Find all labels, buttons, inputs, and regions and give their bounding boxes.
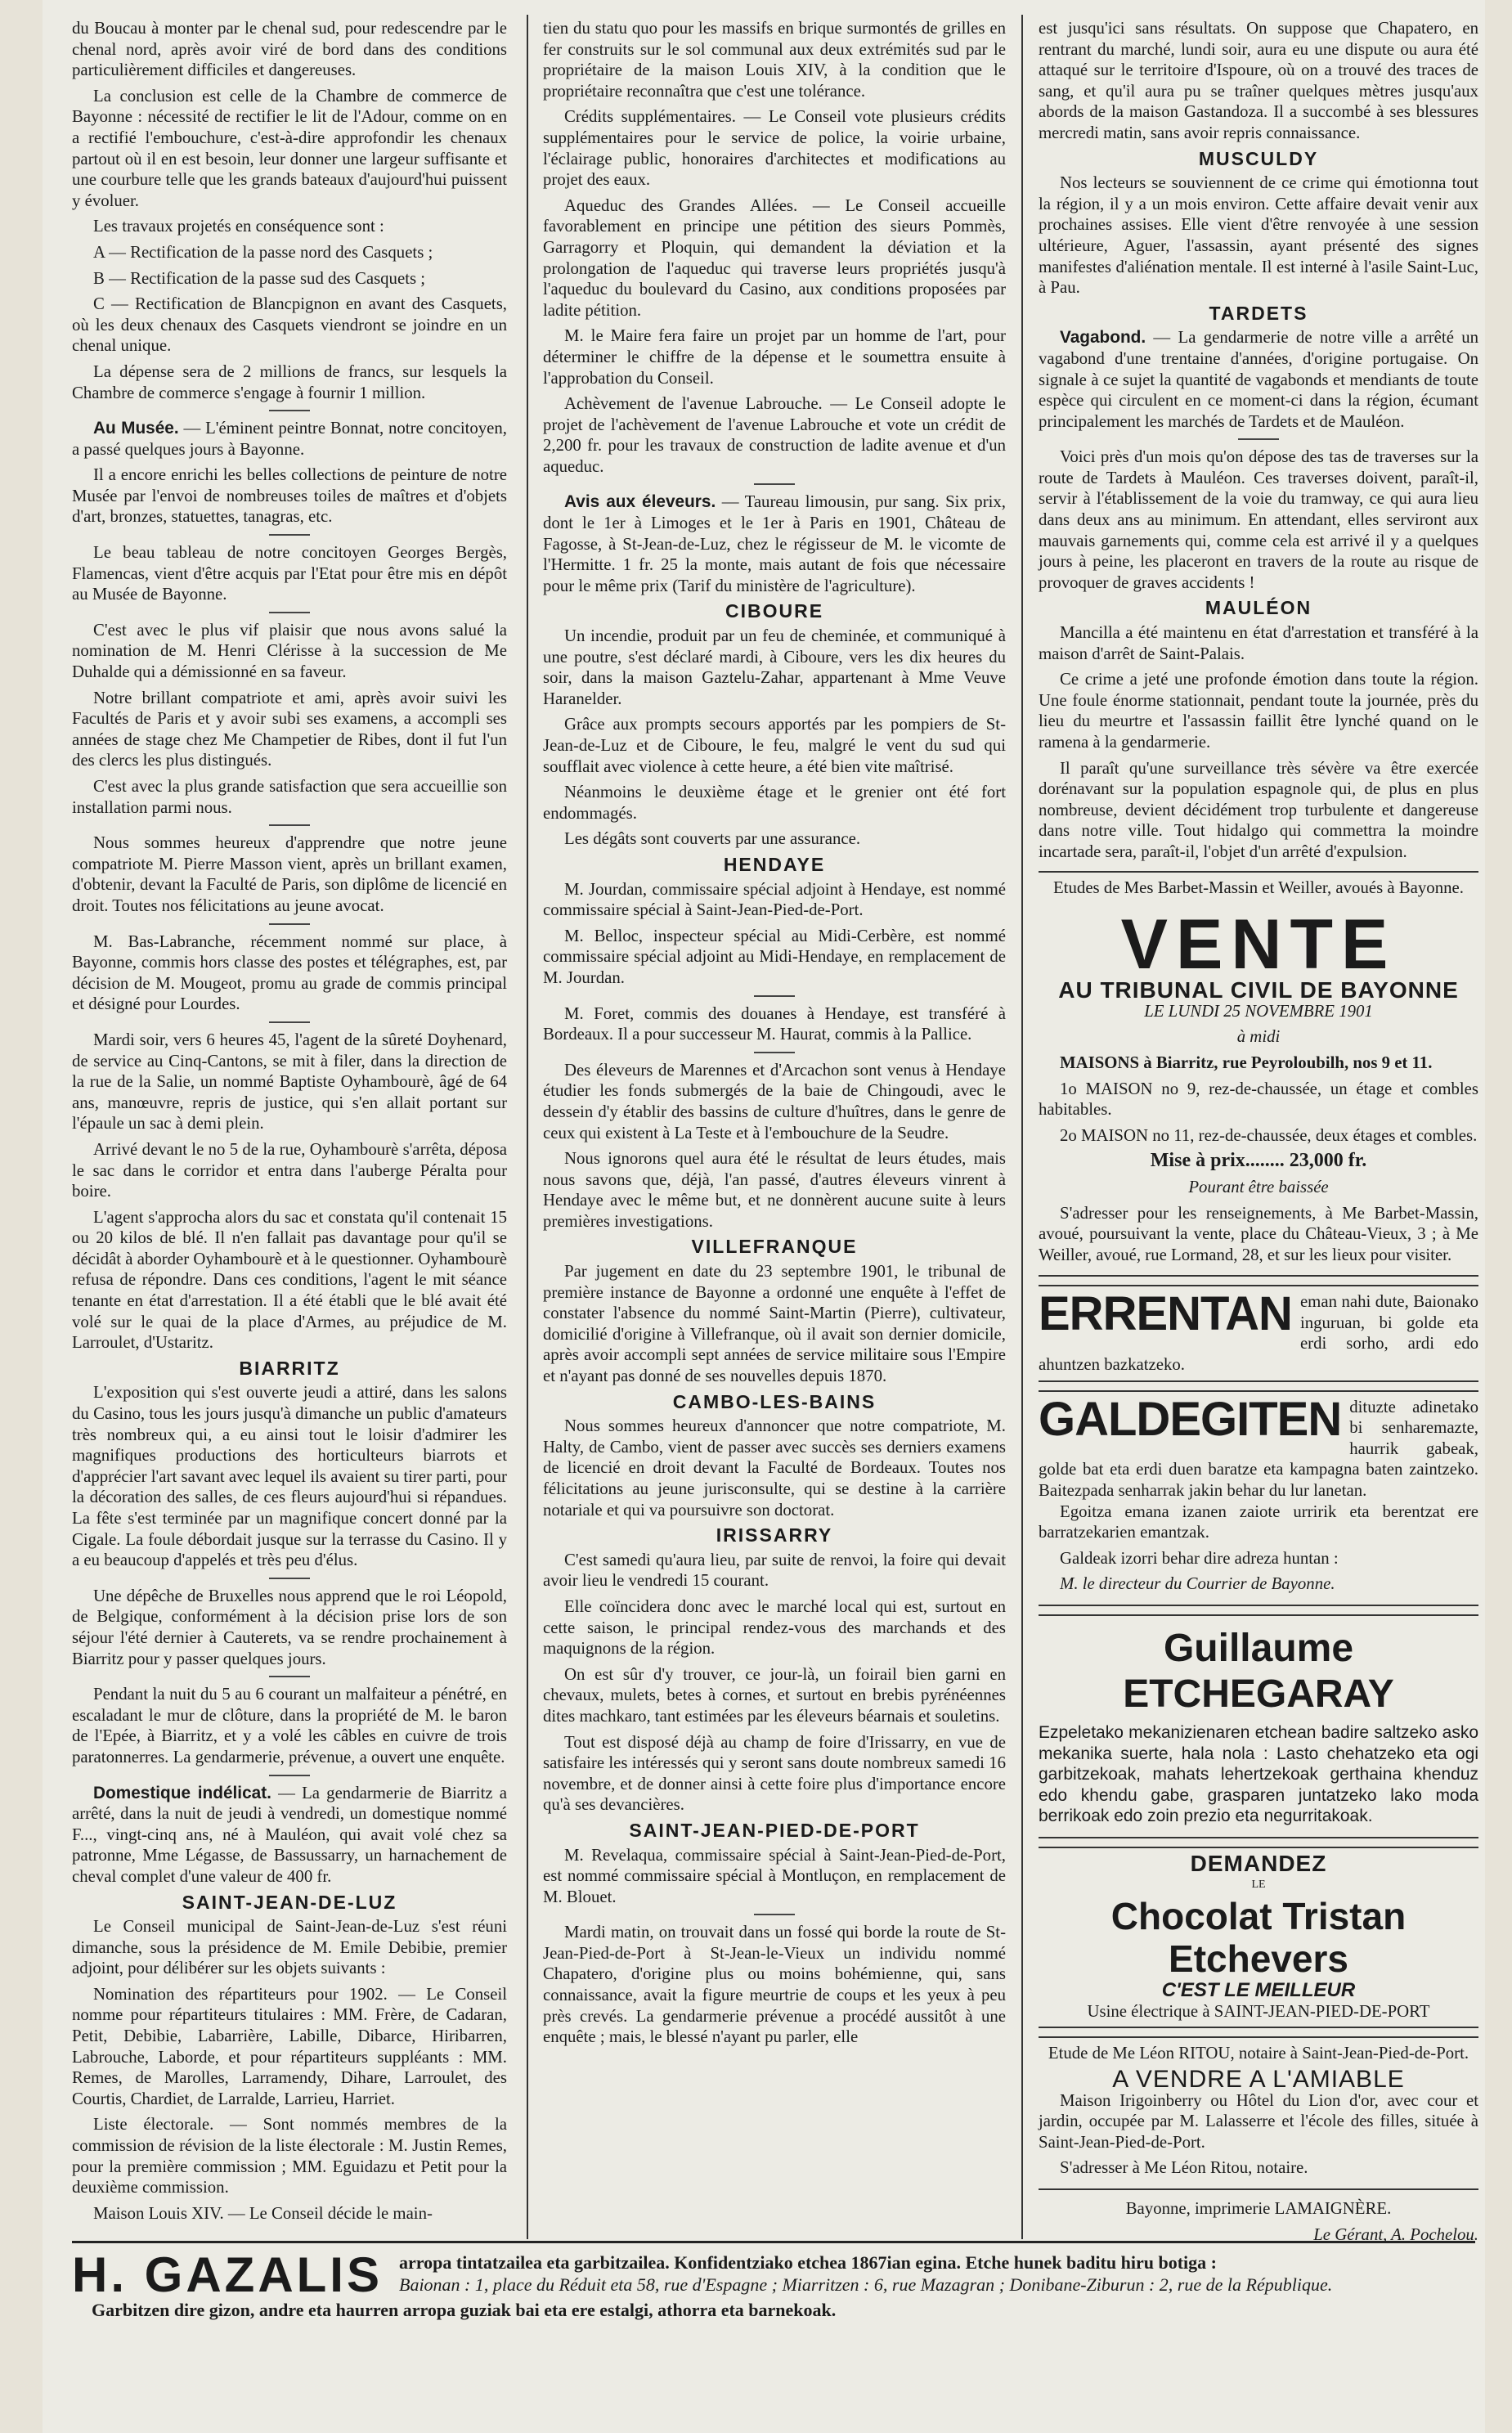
paragraph-text: — L'éminent peintre Bonnat, notre concitoyen, a passé quelques jours à Bayonne. — [72, 419, 507, 459]
paragraph: Nous ignorons quel aura été le résultat de leurs études, mais nous savons que, déjà, l'an passé, d'autres éleveurs vinrent à Hendaye avec le même but, et ne donnèrent aucune suite à leurs premières investigations. — [543, 1149, 1006, 1231]
paragraph: Arrivé devant le no 5 de la rue, Oyhambourè s'arrêta, déposa le sac dans le corridor et entra dans l'auberge Péralta pour boire. — [72, 1139, 507, 1201]
paragraph: Nos lecteurs se souviennent de ce crime qui émotionna tout la région, il y a un mois environ. Cette affaire devait venir aux prochaines assises. Elle vient d'être renvoyée à une session ultérieure, Aguer, l'assassin, ayant présenté des signes manifestes d'aliénation mentale. Il est interné à l'asile Saint-Luc, à Pau. — [1039, 173, 1478, 298]
paragraph: Des éleveurs de Marennes et d'Arcachon sont venus à Hendaye étudier les fonds submergés de la baie de Chingoudi, avec le dessein d'y établir des bassins de culture d'huîtres, dans le genre de ceux qui existent à La Teste et à l'embouchure de la Seudre. — [543, 1060, 1006, 1142]
separator — [754, 995, 795, 997]
paragraph: Achèvement de l'avenue Labrouche. — Le Conseil adopte le projet de l'achèvement de l'avenue Labrouche et vote un crédit de 2,200 fr. pour les travaux de construction de ladite avenue et d'un aqueduc. — [543, 394, 1006, 476]
paragraph-text: — La gendarmerie de Biarritz a arrêté, dans la nuit de jeudi à vendredi, un domestique nommé F..., vingt-cinq ans, né à Mauléon, qui avait volé chez sa patronne, Mme Légasse, de Bassussarry, un harnachement de cheval complet d'une valeur de 400 fr. — [72, 1783, 507, 1886]
lead-in: Avis aux éleveurs. — [564, 492, 716, 512]
separator — [1238, 438, 1279, 440]
lead-in: Au Musée. — [93, 419, 179, 438]
paragraph: tien du statu quo pour les massifs en brique surmontés de grilles en fer construits sur le sol communal aux deux extrémités sud par le propriétaire de la maison Louis XIV, à la condition que le propriétaire reconnaîtra que c'est une tolérance. — [543, 19, 1006, 101]
paragraph: Mardi matin, on trouvait dans un fossé qui borde la route de St-Jean-Pied-de-Port à St-Jean-le-Vieux un individu nommé Chapatero, d'origine plus ou moins bohémienne, qui, sans connaissance, avait la figure meurtrie de coups et les yeux à peu près crevés. La gendarmerie prévenue a procédé aussitôt à une enquête ; mais, le blessé n'ayant pu parler, elle — [543, 1923, 1006, 2047]
paragraph: C — Rectification de Blancpignon en avant des Casquets, où les deux chenaux des Casquets viendront se joindre en un chenal unique. — [72, 294, 507, 356]
paragraph: M. Belloc, inspecteur spécial au Midi-Cerbère, est nommé commissaire spécial adjoint au Midi-Hendaye, en remplacement de M. Jourdan. — [543, 926, 1006, 987]
paragraph: C'est avec la plus grande satisfaction que sera accueillie son installation parmi nous. — [72, 777, 507, 817]
ad-maisons: MAISONS à Biarritz, rue Peyroloubilh, nos 9 et 11. — [1060, 1053, 1433, 1072]
paragraph: Il a encore enrichi les belles collections de peinture de notre Musée par l'envoi de nombreuses toiles de maîtres et d'objets d'art, bronzes, statuettes, tanagras, etc. — [72, 465, 507, 527]
paragraph: Le beau tableau de notre concitoyen Georges Bergès, Flamencas, vient d'être acquis par l'Etat pour être mis en dépôt au Musée de Bayonne. — [72, 543, 507, 604]
paragraph: Nous sommes heureux d'apprendre que notre jeune compatriote M. Pierre Masson vient, après un brillant examen, d'obtenir, devant la Faculté de Paris, son diplôme de licencié en droit. Toutes nos félicitations au jeune avocat. — [72, 833, 507, 915]
ad-demandez: DEMANDEZ — [1190, 1850, 1327, 1876]
paragraph: Les dégâts sont couverts par une assurance. — [564, 829, 861, 849]
paragraph: Mancilla a été maintenu en état d'arrestation et transféré à la maison d'arrêt de Saint-Palais. — [1039, 623, 1478, 663]
gazalis-line-1: arropa tintatzailea eta garbitzailea. Konfidentziako etchea 1867ian egina. Etche hunek baditu hiru botiga : — [399, 2252, 1217, 2273]
separator — [269, 824, 310, 826]
paragraph: M. Foret, commis des douanes à Hendaye, est transféré à Bordeaux. Il a pour successeur M. Haurat, commis à la Pallice. — [543, 1003, 1006, 1044]
ad-tribunal: AU TRIBUNAL CIVIL DE BAYONNE — [1058, 977, 1459, 1003]
ad-time — [1039, 1026, 1478, 1048]
separator — [754, 1052, 795, 1053]
gerant-text: Le Gérant, A. Pochelou. — [1313, 2224, 1478, 2244]
paragraph: est jusqu'ici sans résultats. On suppose que Chapatero, en rentrant du marché, lundi soir, aura eu une dispute ou aura été attaqué sur le territoire d'Ispoure, où on a trouvé des traces de sang, et qu'il aura pu se traîner quelques mètres jusqu'aux abords de la maison Gastandoza. Il a succombé à ses blessures mercredi matin, sans avoir repris connaissance. — [1039, 19, 1478, 142]
paragraph: Grâce aux prompts secours apportés par les pompiers de St-Jean-de-Luz et de Ciboure, le feu, malgré le vent du sud qui soufflait avec violence à cette heure, a été bien vite maîtrisé. — [543, 715, 1006, 776]
column-3 — [1039, 18, 1478, 2250]
paragraph: M. Jourdan, commissaire spécial adjoint à Hendaye, est nommé commissaire spécial à Saint-Jean-Pied-de-Port. — [543, 879, 1006, 920]
ad-contact: S'adresser à Me Léon Ritou, notaire. — [1060, 2158, 1308, 2178]
paragraph: B — Rectification de la passe sud des Casquets ; — [93, 268, 426, 288]
ad-date-text: LE LUNDI 25 NOVEMBRE 1901 — [1144, 1001, 1373, 1021]
column-1 — [72, 18, 507, 2229]
paragraph: M. Bas-Labranche, récemment nommé sur place, à Bayonne, commis hors classe des postes et télégraphes, est, par décision de M. Mougeot, promu au grade de commis principal et désigné pour Lourdes. — [72, 931, 507, 1014]
paragraph: C'est samedi qu'aura lieu, par suite de renvoi, la foire qui devait avoir lieu le vendredi 15 courant. — [543, 1550, 1006, 1591]
paragraph: Galdeak izorri behar dire adreza huntan : — [1060, 1548, 1339, 1568]
legal-ad-amiable — [1039, 2036, 1478, 2190]
column-2 — [543, 18, 1006, 2053]
lead-in: Vagabond. — [1060, 328, 1146, 348]
section-heading: IRISSARRY — [716, 1524, 833, 1546]
newspaper-page — [43, 0, 1485, 2433]
paragraph: Pendant la nuit du 5 au 6 courant un malfaiteur a pénétré, en escaladant le mur de clôture, dans la propriété de M. le baron de l'Epée, à Biarritz, et y a volé les câbles en cuivre de trois paratonnerres. La gendarmerie, prévenue, a ouvert une enquête. — [72, 1685, 507, 1766]
section-heading: BIARRITZ — [239, 1357, 340, 1379]
column-rule — [527, 15, 528, 2239]
paragraph: Aqueduc des Grandes Allées. — Le Conseil accueille favorablement en principe une pétition des sieurs Pommès, Garragorry et Ploquin, qui demandent la déviation et la prolongation de l'aqueduc qui traverse leurs propriétés jusqu'à l'aqueduc du boulevard du Casino, aux conditions proposées par ladite pétition. — [543, 195, 1006, 320]
footer-ad-gazalis — [72, 2241, 1475, 2321]
paragraph: Un incendie, produit par un feu de cheminée, et communiqué à une poutre, s'est déclaré mardi, à Ciboure, vers les dix heures du soir, dans la maison Gaztelu-Zahar, appartenant à Mme Veuve Haranelder. — [543, 626, 1006, 708]
ad-galdegiten-text: dituzte adinetako bi senharemazte, haurrik gabeak, golde bat eta erdi duen baratze eta kampagna baten zaintzeko. Baitezpada senharrak jakin behar du lur lanetan. — [1039, 1397, 1478, 1501]
paragraph: La conclusion est celle de la Chambre de commerce de Bayonne : nécessité de rectifier le lit de l'Adour, comme on en a rectifié l'embouchure, c'est-à-dire approfondir les chenaux partout où il en est besoin, leur donner une largeur suffisante et une courbure telle que les grands bateaux d'aujourd'hui puissent y évoluer. — [72, 86, 507, 210]
paragraph: Mardi soir, vers 6 heures 45, l'agent de la sûreté Doyhenard, de service au Cinq-Cantons, se mit à filer, dans la direction de la rue de la Salie, un nommé Baptiste Oyhambourè, âgé de 64 ans, manœuvre, repris de justice, qui s'en allait portant sur l'épaule un sac à demi plein. — [72, 1030, 507, 1133]
paragraph: La dépense sera de 2 millions de francs, sur lesquels la Chambre de commerce s'engage à fournir 1 million. — [72, 361, 507, 402]
paragraph: Liste électorale. — Sont nommés membres de la commission de révision de la liste électorale : M. Justin Remes, pour la première commission ; MM. Eguidazu et Petit pour la deuxième commission. — [72, 2115, 507, 2197]
ad-chocolat-title: Chocolat Tristan Etchevers — [1110, 1895, 1407, 1981]
ad-time-text: à midi — [1236, 1027, 1281, 1047]
paragraph: Nomination des répartiteurs pour 1902. — Le Conseil nomme pour répartiteurs titulaires : MM. Frère, de Cadaran, Petit, Debibie, Labarrière, Labille, Dibarce, Hiribarren, Labrouche, Laborde, et pour répartiteurs suppléants : MM. Remes, de Marolles, Larramendy, Dihare, Larroulet, des Courtis, Chardiet, de Larralde, Larrieu, Harriet. — [72, 1984, 507, 2108]
paragraph: Les travaux projetés en conséquence sont : — [93, 217, 384, 236]
paragraph: Elle coïncidera donc avec le marché local qui est, surtout en cette saison, le principal rendez-vous des marchands et des maquignons de la région. — [543, 1596, 1006, 1659]
paragraph: Le Conseil municipal de Saint-Jean-de-Luz s'est réuni dimanche, sous la présidence de M. Emile Debibie, premier adjoint, pour délibérer sur les objets suivants : — [72, 1917, 507, 1978]
separator — [754, 483, 795, 485]
paragraph: Crédits supplémentaires. — Le Conseil vote plusieurs crédits supplémentaires pour le service de police, la voirie urbaine, l'éclairage public, honoraires d'architectes et modifications au projet des eaux. — [543, 107, 1006, 190]
paragraph — [72, 1783, 507, 1888]
section-heading: MAULÉON — [1205, 597, 1312, 619]
section-heading: MUSCULDY — [1198, 147, 1319, 169]
ad-maison-2: 2o MAISON no 11, rez-de-chaussée, deux étages et combles. — [1060, 1125, 1478, 1145]
section-heading: VILLEFRANQUE — [691, 1236, 858, 1258]
ad-etudes: Etudes de Mes Barbet-Massin et Weiller, avoués à Bayonne. — [1053, 878, 1464, 897]
separator — [269, 923, 310, 925]
ad-ritou: Etude de Me Léon RITOU, notaire à Saint-Jean-Pied-de-Port. — [1048, 2044, 1469, 2063]
paragraph: On est sûr d'y trouver, ce jour-là, un foirail bien garni en chevaux, mulets, betes à cornes, et surtout en brebis pyrénéennes dites machkaro, tant estimées par les éleveurs béarnais et souletins. — [543, 1664, 1006, 1726]
paragraph: Néanmoins le deuxième étage et le grenier ont été fort endommagés. — [543, 783, 1006, 823]
paragraph — [1039, 1573, 1478, 1595]
ad-date — [1039, 1001, 1478, 1022]
paragraph-text: — La gendarmerie de notre ville a arrêté un vagabond d'une trentaine d'années, d'origine portugaise. On signale à ce sujet la quantité de vagabonds et mendiants de toute espèce qui circulent en ce moment-ci dans la région, écumant principalement les marchés de Tardets et de Mauléon. — [1039, 328, 1478, 431]
separator — [269, 1021, 310, 1023]
ad-price: Mise à prix........ 23,000 fr. — [1150, 1150, 1367, 1172]
section-heading: HENDAYE — [723, 853, 826, 875]
ad-chocolat — [1039, 1847, 1478, 2028]
paragraph: Tout est disposé déjà au champ de foire d'Irissarry, en vue de satisfaire les intéressés qui y seront sans doute nombreux samedi 16 novembre, et de donner ainsi à cette foire plus d'importance encore qu'à ses devancières. — [543, 1732, 1006, 1815]
paragraph-text: M. le directeur du Courrier de Bayonne. — [1060, 1574, 1335, 1594]
separator — [269, 612, 310, 613]
ad-errentan-text: eman nahi dute, Baionako inguruan, bi golde eta erdi sorho, ardi edo ahuntzen bazkatzeko. — [1039, 1292, 1478, 1375]
separator — [269, 1676, 310, 1677]
section-heading: SAINT-JEAN-PIED-DE-PORT — [629, 1819, 920, 1841]
ad-galdegiten-title: GALDEGITEN — [1039, 1392, 1342, 1446]
ad-galdegiten — [1039, 1390, 1478, 1606]
ad-etchegaray-text: Ezpeletako mekanizienaren etchean badire saltzeko asko mekanika suerte, hala nola : Lasto chehatzeko eta ogi garbitzekoak, mahats lehertzekoak gerthaina khenduz edo khendu gabe, grasparen juntatzeko lako moda berrikoak edo zoin prezio eta negurritakoak. — [1039, 1723, 1478, 1826]
separator — [269, 534, 310, 536]
paragraph: Une dépêche de Bruxelles nous apprend que le roi Léopold, de Belgique, conformément à la décision prise lors de son séjour l'été dernier à Cauterets, va se rendre prochainement à Biarritz pour y passer quelques jours. — [72, 1586, 507, 1668]
separator — [269, 1775, 310, 1776]
section-heading: SAINT-JEAN-DE-LUZ — [182, 1891, 397, 1913]
ad-contact: S'adresser pour les renseignements, à Me Barbet-Massin, avoué, poursuivant la vente, place du Château-Vieux, 3 ; à Me Weiller, avoué, rue Lormand, 28, et sur les lieux pour visiter. — [1039, 1203, 1478, 1264]
ad-errentan — [1039, 1285, 1478, 1381]
ad-price-note — [1039, 1177, 1478, 1198]
ad-errentan-title: ERRENTAN — [1039, 1287, 1292, 1341]
gazalis-title: H. GAZALIS — [72, 2247, 383, 2302]
separator — [269, 1578, 310, 1579]
ad-le: LE — [1251, 1878, 1266, 1891]
paragraph: C'est avec le plus vif plaisir que nous avons salué la nomination de M. Henri Clérisse à la succession de Me Duhalde qui a démissionné en sa faveur. — [72, 620, 507, 682]
ad-maison-lion: Maison Irigoinberry ou Hôtel du Lion d'or, avec cour et jardin, occupée par M. Lalasserre et l'école des filles, située à Saint-Jean-Pied-de-Port. — [1039, 2090, 1478, 2152]
paragraph: Voici près d'un mois qu'on dépose des tas de traverses sur la route de Tardets à Mauléon. Ces traverses doivent, paraît-il, servir à l'établissement de la voie du tramway, ce qui aura lieu dans deux ans au minimum. En attendant, elles serviront aux mauvais garnements qui, comme cela est arrivé il y a quelques jours à peine, les placeront en travers de la route au risque de provoquer de graves accidents ! — [1039, 447, 1478, 592]
ad-vente-title: VENTE — [1120, 905, 1397, 985]
ad-maison-1: 1o MAISON no 9, rez-de-chaussée, un étage et combles habitables. — [1039, 1079, 1478, 1120]
paragraph: L'agent s'approcha alors du sac et constata qu'il contenait 15 ou 20 kilos de blé. Il n'en fallait pas davantage pour qu'il se décidât à aborder Oyhambourè et à le questionner. Oyhambourè refusa de répondre. Dans ces conditions, l'agent le mit séance tenante en état d'arrestation. Il a été établi que le blé avait été volé sur le quai de la place d'Armes, au préjudice de M. Larroulet, d'Ustaritz. — [72, 1207, 507, 1353]
separator — [754, 1914, 795, 1915]
paragraph: du Boucau à monter par le chenal sud, pour redescendre par le chenal nord, après avoir viré de bord dans des conditions particulièrement difficiles et dangereuses. — [72, 19, 507, 80]
paragraph: A — Rectification de la passe nord des Casquets ; — [93, 242, 433, 262]
legal-ad-vente — [1039, 871, 1478, 1277]
paragraph: Par jugement en date du 23 septembre 1901, le tribunal de première instance de Bayonne a ordonné une enquête à l'effet de constater l'absence du nommé Saint-Martin (Pierre), cultivateur, domicilié d'origine à Villefranque, où il avait son dernier domicile, après avoir accompli sept années de service militaire sous l'Empire et n'ayant pas donné de ses nouvelles depuis 1870. — [543, 1262, 1006, 1386]
lead-in: Domestique indélicat. — [93, 1783, 271, 1802]
ad-meilleur: C'EST LE MEILLEUR — [1161, 1979, 1356, 2002]
paragraph: L'exposition qui s'est ouverte jeudi a attiré, dans les salons du Casino, tous les jours jusqu'à dimanche un public d'amateurs très nombreux qui, a eu ainsi tout le loisir d'admirer les magnifiques productions des horticulteurs biarrots et d'apprécier l'art savant avec lequel ils avaient su tirer parti, pour la décoration des salles, de ces fleurs aujourd'hui si répandues. La fête s'est terminée par un magnifique concert donné par la Cigale. La foule débordait jusque sur la terrasse du Casino. Il y a eu beaucoup d'appelés et très peu d'élus. — [72, 1383, 507, 1570]
gazalis-line-2: Baionan : 1, place du Réduit eta 58, rue d'Espagne ; Miarritzen : 6, rue Mazagran ; Donibane-Ziburun : 2, rue de la République. — [399, 2274, 1333, 2295]
imprint: Bayonne, imprimerie LAMAIGNÈRE. — [1125, 2198, 1392, 2218]
paragraph — [1039, 327, 1478, 432]
column-rule — [1021, 15, 1023, 2239]
paragraph: M. le Maire fera faire un projet par un homme de l'art, pour déterminer le chiffre de la dépense et le soumettra ensuite à l'approbation du Conseil. — [543, 326, 1006, 388]
ad-price-note-text: Pourant être baissée — [1188, 1177, 1329, 1196]
paragraph: Il paraît qu'une surveillance très sévère va être exercée dorénavant sur la population espagnole qui, de plus en plus nombreuse, devient décidément trop turbulente et dangereuse dans notre ville. Tout hidalgo qui commettra la moindre incartade sera, paraît-il, l'objet d'un arrêté d'expulsion. — [1039, 758, 1478, 861]
paragraph — [72, 418, 507, 460]
paragraph: Notre brillant compatriote et ami, après avoir suivi les Facultés de Paris et y avoir subi ses examens, a accompli ses années de stage chez Me Champetier de Ribes, dont il fut l'un des clercs les plus distingués. — [72, 688, 507, 770]
paragraph — [543, 492, 1006, 596]
ad-usine: Usine électrique à SAINT-JEAN-PIED-DE-PORT — [1087, 2001, 1430, 2021]
paragraph: M. Revelaqua, commissaire spécial à Saint-Jean-Pied-de-Port, est nommé commissaire spécial à Montluçon, en remplacement de M. Blouet. — [543, 1845, 1006, 1906]
paragraph: Nous sommes heureux d'annoncer que notre compatriote, M. Halty, de Cambo, vient de passer avec succès ses derniers examens de licencié en droit devant la Faculté de Bordeaux. Toutes nos félicitations au jeune jurisconsulte, qui se destine à la carrière notariale et qui va poursuivre son doctorat. — [543, 1416, 1006, 1520]
paragraph: Egoitza emana izanen zaiote urririk eta berentzat ere barratzekarien emantzak. — [1039, 1502, 1478, 1542]
paragraph: Ce crime a jeté une profonde émotion dans toute la région. Une foule énorme stationnait, pendant toute la journée, près du lieu du meurtre et l'assassin faillit être lynché quand on le ramena à la gendarmerie. — [1039, 670, 1478, 752]
paragraph-text: — Taureau limousin, pur sang. Six prix, dont le 1er à Limoges et le 1er à Paris en 1901, Château de Fagosse, à St-Jean-de-Luz, chez le régisseur de M. le vicomte de l'Hermitte. 1 fr. 25 la monte, mais autant de fois que nécessaire pour le même prix (Tarif du ministère de l'agriculture). — [543, 492, 1007, 595]
ad-etchegaray-title: Guillaume ETCHEGARAY — [1123, 1627, 1394, 1716]
paragraph: Maison Louis XIV. — Le Conseil décide le main- — [93, 2203, 433, 2223]
separator — [269, 410, 310, 411]
ad-amiable-title: A VENDRE A L'AMIABLE — [1112, 2065, 1405, 2093]
section-heading: TARDETS — [1209, 302, 1308, 324]
section-heading: CIBOURE — [725, 600, 824, 622]
section-heading: CAMBO-LES-BAINS — [672, 1390, 877, 1412]
ad-etchegaray — [1039, 1614, 1478, 1838]
gazalis-line-3: Garbitzen dire gizon, andre eta haurren arropa guziak bai eta ere estalgi, athorra eta barnekoak. — [92, 2300, 837, 2320]
